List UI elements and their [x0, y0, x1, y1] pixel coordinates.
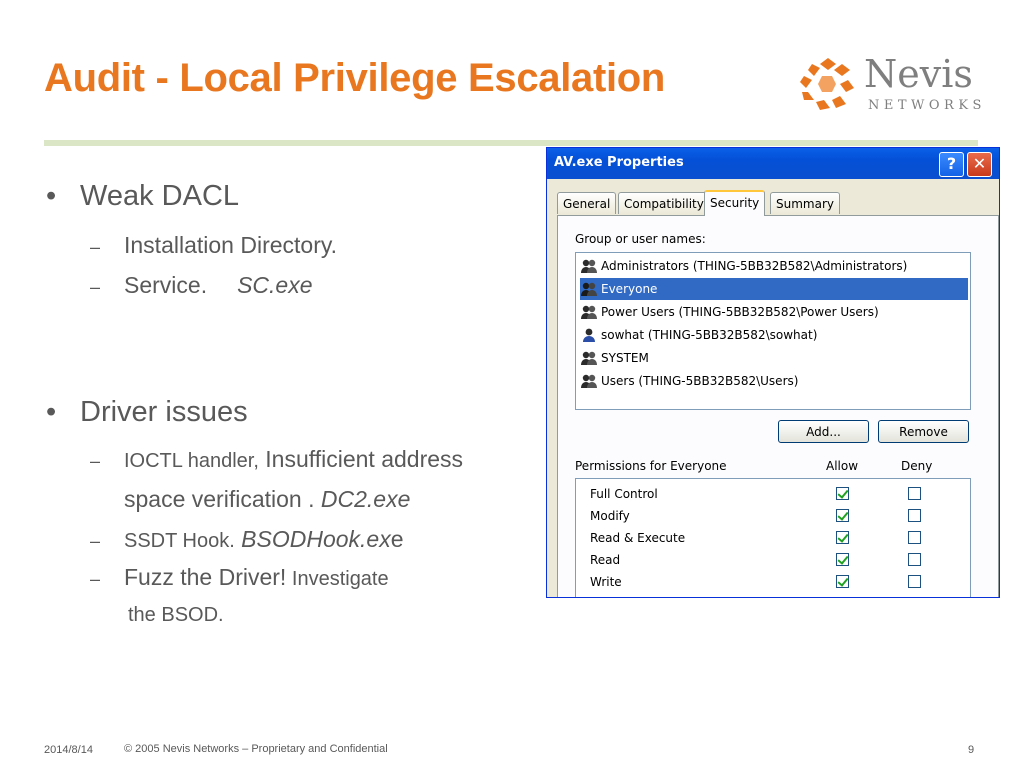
- footer-page-number: 9: [968, 744, 975, 756]
- users-group-icon: [580, 373, 598, 389]
- sub-bullet-text: Installation Directory.: [124, 232, 338, 258]
- sub-bullet-text: Fuzz the Driver!: [124, 564, 287, 590]
- deny-checkbox[interactable]: [908, 575, 921, 588]
- logo-subtitle: NETWORKS: [868, 98, 986, 113]
- sub-bullet-text: Service.: [124, 272, 208, 298]
- permission-row: [590, 549, 960, 571]
- bullet-weak-dacl: • Weak DACL: [46, 180, 240, 212]
- sub-bullet-ioctl-continued: [124, 486, 410, 513]
- group-names-label: Group or user names:: [575, 232, 706, 246]
- nevis-logo: [798, 54, 988, 116]
- sub-bullet-text: space verification .: [124, 486, 321, 512]
- sub-bullet-fuzz: – Fuzz the Driver! Investigate: [90, 564, 389, 590]
- allow-checkbox[interactable]: [836, 509, 849, 522]
- title-divider: [44, 140, 978, 146]
- users-group-icon: [580, 281, 598, 297]
- tab-security[interactable]: Security: [704, 190, 765, 216]
- bullet-text: Weak DACL: [80, 180, 240, 212]
- sub-bullet-small: IOCTL handler,: [124, 450, 259, 472]
- allow-checkbox[interactable]: [836, 531, 849, 544]
- footer-copyright: © 2005 Nevis Networks – Proprietary and Confidential: [124, 743, 388, 755]
- dialog-titlebar[interactable]: [547, 148, 999, 179]
- sub-bullet-installation: – Installation Directory.: [90, 232, 338, 258]
- list-item[interactable]: [580, 255, 968, 277]
- deny-checkbox[interactable]: [908, 531, 921, 544]
- allow-checkbox[interactable]: [836, 553, 849, 566]
- dialog-title: AV.exe Properties: [554, 155, 684, 170]
- sub-bullet-small: Investigate: [286, 568, 389, 590]
- sub-bullet-text: the BSOD.: [128, 604, 224, 626]
- list-item[interactable]: [580, 347, 968, 369]
- sub-bullet-tail: e: [390, 526, 404, 552]
- users-group-icon: [580, 258, 598, 274]
- bullet-text: Driver issues: [80, 396, 248, 428]
- list-item-selected[interactable]: [580, 278, 968, 300]
- sub-bullet-italic: BSODHook.ex: [241, 526, 391, 552]
- user-name: Users (THING-5BB32B582\Users): [601, 374, 799, 388]
- sub-bullet-italic: SC.exe: [237, 272, 313, 298]
- tab-general[interactable]: General: [557, 192, 616, 214]
- deny-checkbox[interactable]: [908, 487, 921, 500]
- close-button[interactable]: ✕: [967, 152, 992, 177]
- sub-bullet-service: – Service. SC.exe: [90, 272, 313, 298]
- permissions-list: [575, 478, 971, 598]
- deny-column-header: Deny: [901, 459, 933, 473]
- remove-button[interactable]: Remove: [878, 420, 969, 443]
- permission-name: Modify: [590, 509, 630, 523]
- sub-bullet-text: Insufficient address: [258, 446, 464, 472]
- sub-bullet-ioctl: – IOCTL handler, Insufficient address: [90, 446, 464, 472]
- user-name: Administrators (THING-5BB32B582\Administrators): [601, 259, 908, 273]
- footer-date: 2014/8/14: [44, 744, 93, 756]
- user-name: Everyone: [601, 282, 658, 296]
- user-listbox[interactable]: [575, 252, 971, 410]
- user-icon: [580, 327, 598, 343]
- permission-row: [590, 483, 960, 505]
- tab-compatibility[interactable]: Compatibility: [618, 192, 710, 214]
- sub-bullet-italic: DC2.exe: [320, 486, 411, 512]
- allow-checkbox[interactable]: [836, 575, 849, 588]
- permission-name: Write: [590, 575, 622, 589]
- deny-checkbox[interactable]: [908, 509, 921, 522]
- properties-dialog: [546, 147, 1000, 598]
- help-button[interactable]: ?: [939, 152, 964, 177]
- list-item[interactable]: [580, 301, 968, 323]
- users-group-icon: [580, 304, 598, 320]
- allow-checkbox[interactable]: [836, 487, 849, 500]
- users-group-icon: [580, 350, 598, 366]
- user-name: sowhat (THING-5BB32B582\sowhat): [601, 328, 818, 342]
- permission-name: Full Control: [590, 487, 658, 501]
- nevis-logo-mark-icon: [798, 54, 858, 114]
- add-button[interactable]: Add...: [778, 420, 869, 443]
- sub-bullet-ssdt: – SSDT Hook. BSODHook.exe: [90, 526, 404, 552]
- permission-row: [590, 571, 960, 593]
- permission-row: [590, 505, 960, 527]
- sub-bullet-small: SSDT Hook.: [124, 530, 235, 552]
- bullet-driver-issues: • Driver issues: [46, 396, 248, 428]
- list-item[interactable]: [580, 324, 968, 346]
- sub-bullet-fuzz-continued: [128, 604, 224, 627]
- permission-name: Read: [590, 553, 621, 567]
- tab-summary[interactable]: Summary: [770, 192, 840, 214]
- permission-name: Read & Execute: [590, 531, 686, 545]
- deny-checkbox[interactable]: [908, 553, 921, 566]
- list-item[interactable]: [580, 370, 968, 392]
- slide-title: Audit - Local Privilege Escalation: [44, 56, 666, 100]
- allow-column-header: Allow: [826, 459, 859, 473]
- permission-row: [590, 527, 960, 549]
- permissions-label: Permissions for Everyone: [575, 459, 727, 473]
- user-name: Power Users (THING-5BB32B582\Power Users): [601, 305, 879, 319]
- user-name: SYSTEM: [601, 351, 649, 365]
- logo-wordmark: Nevis: [864, 52, 973, 96]
